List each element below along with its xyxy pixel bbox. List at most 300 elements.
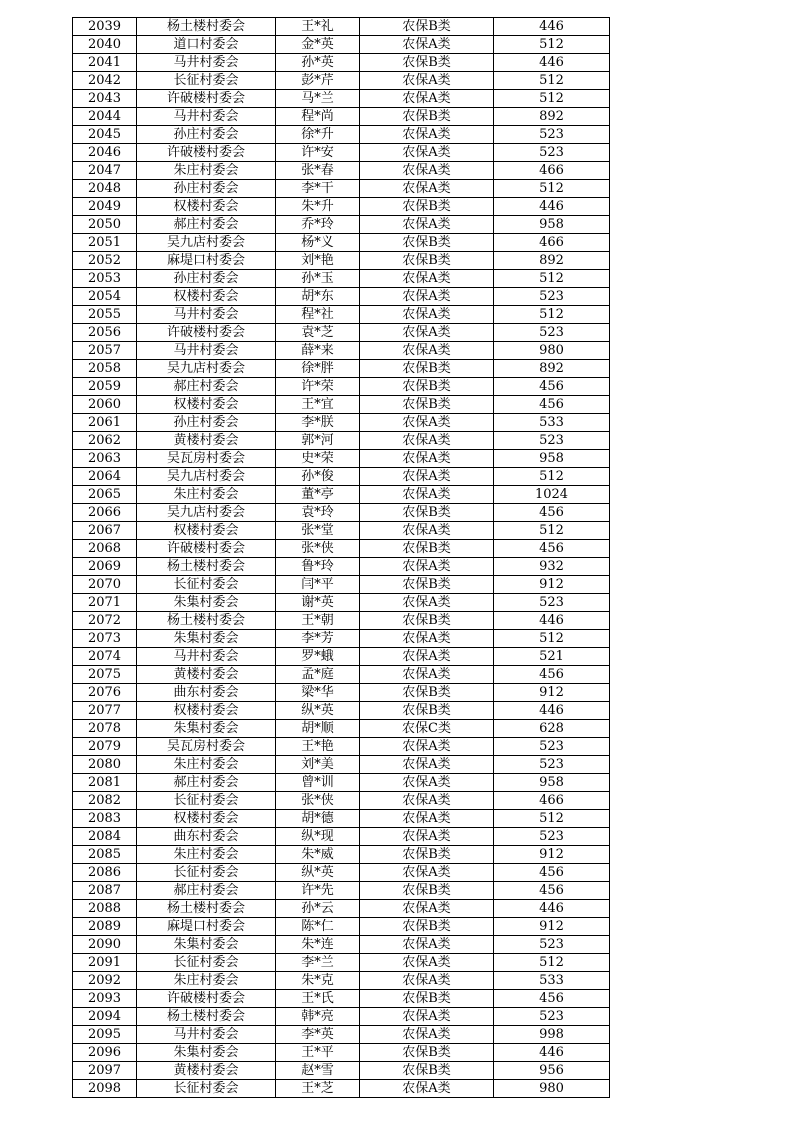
insurance-category-cell: 农保A类 <box>360 216 494 234</box>
table-row <box>73 90 610 108</box>
table-row <box>73 810 610 828</box>
village-committee-cell: 许破楼村委会 <box>137 324 276 342</box>
table-row <box>73 162 610 180</box>
amount-cell: 523 <box>494 432 610 450</box>
village-committee-cell: 朱庄村委会 <box>137 756 276 774</box>
insurance-category-cell: 农保A类 <box>360 1080 494 1098</box>
insurance-category-cell: 农保B类 <box>360 846 494 864</box>
table-row <box>73 18 610 36</box>
insurance-category-cell: 农保A类 <box>360 774 494 792</box>
insurance-category-cell: 农保B类 <box>360 504 494 522</box>
insurance-category-cell: 农保B类 <box>360 612 494 630</box>
village-committee-cell: 权楼村委会 <box>137 396 276 414</box>
table-row <box>73 846 610 864</box>
village-committee-cell: 马井村委会 <box>137 342 276 360</box>
village-committee-cell: 吴九店村委会 <box>137 468 276 486</box>
table-row <box>73 234 610 252</box>
person-name-cell: 刘*艳 <box>276 252 360 270</box>
insurance-category-cell: 农保B类 <box>360 1044 494 1062</box>
amount-cell: 912 <box>494 684 610 702</box>
village-committee-cell: 长征村委会 <box>137 72 276 90</box>
amount-cell: 456 <box>494 540 610 558</box>
table-row <box>73 468 610 486</box>
amount-cell: 958 <box>494 216 610 234</box>
person-name-cell: 程*社 <box>276 306 360 324</box>
serial-number-cell: 2083 <box>73 810 137 828</box>
person-name-cell: 程*尚 <box>276 108 360 126</box>
person-name-cell: 杨*义 <box>276 234 360 252</box>
person-name-cell: 纵*现 <box>276 828 360 846</box>
amount-cell: 512 <box>494 810 610 828</box>
amount-cell: 446 <box>494 54 610 72</box>
table-row <box>73 342 610 360</box>
village-committee-cell: 权楼村委会 <box>137 288 276 306</box>
village-committee-cell: 黄楼村委会 <box>137 666 276 684</box>
serial-number-cell: 2050 <box>73 216 137 234</box>
person-name-cell: 韩*亮 <box>276 1008 360 1026</box>
insurance-category-cell: 农保A类 <box>360 306 494 324</box>
serial-number-cell: 2043 <box>73 90 137 108</box>
serial-number-cell: 2048 <box>73 180 137 198</box>
serial-number-cell: 2056 <box>73 324 137 342</box>
table-row <box>73 630 610 648</box>
serial-number-cell: 2079 <box>73 738 137 756</box>
amount-cell: 512 <box>494 468 610 486</box>
serial-number-cell: 2054 <box>73 288 137 306</box>
table-row <box>73 108 610 126</box>
village-committee-cell: 吴九店村委会 <box>137 234 276 252</box>
village-committee-cell: 孙庄村委会 <box>137 414 276 432</box>
village-committee-cell: 曲东村委会 <box>137 684 276 702</box>
person-name-cell: 许*先 <box>276 882 360 900</box>
serial-number-cell: 2097 <box>73 1062 137 1080</box>
serial-number-cell: 2085 <box>73 846 137 864</box>
insurance-category-cell: 农保B类 <box>360 198 494 216</box>
village-committee-cell: 朱集村委会 <box>137 1044 276 1062</box>
serial-number-cell: 2077 <box>73 702 137 720</box>
table-row <box>73 504 610 522</box>
insurance-category-cell: 农保A类 <box>360 468 494 486</box>
insurance-category-cell: 农保A类 <box>360 36 494 54</box>
amount-cell: 512 <box>494 522 610 540</box>
village-committee-cell: 许破楼村委会 <box>137 144 276 162</box>
serial-number-cell: 2094 <box>73 1008 137 1026</box>
serial-number-cell: 2088 <box>73 900 137 918</box>
person-name-cell: 李*兰 <box>276 954 360 972</box>
amount-cell: 456 <box>494 504 610 522</box>
amount-cell: 523 <box>494 144 610 162</box>
insurance-category-cell: 农保B类 <box>360 990 494 1008</box>
serial-number-cell: 2081 <box>73 774 137 792</box>
amount-cell: 456 <box>494 882 610 900</box>
person-name-cell: 梁*华 <box>276 684 360 702</box>
person-name-cell: 李*英 <box>276 1026 360 1044</box>
person-name-cell: 朱*连 <box>276 936 360 954</box>
amount-cell: 446 <box>494 900 610 918</box>
serial-number-cell: 2065 <box>73 486 137 504</box>
insurance-category-cell: 农保A类 <box>360 486 494 504</box>
person-name-cell: 李*芳 <box>276 630 360 648</box>
village-committee-cell: 朱集村委会 <box>137 720 276 738</box>
village-committee-cell: 麻堤口村委会 <box>137 918 276 936</box>
person-name-cell: 孟*庭 <box>276 666 360 684</box>
person-name-cell: 徐*升 <box>276 126 360 144</box>
insurance-category-cell: 农保A类 <box>360 90 494 108</box>
person-name-cell: 彭*芹 <box>276 72 360 90</box>
person-name-cell: 许*安 <box>276 144 360 162</box>
table-row <box>73 594 610 612</box>
insurance-category-cell: 农保A类 <box>360 522 494 540</box>
insurance-category-cell: 农保B类 <box>360 702 494 720</box>
serial-number-cell: 2064 <box>73 468 137 486</box>
person-name-cell: 许*荣 <box>276 378 360 396</box>
person-name-cell: 胡*德 <box>276 810 360 828</box>
insurance-category-cell: 农保A类 <box>360 1008 494 1026</box>
table-row <box>73 288 610 306</box>
serial-number-cell: 2096 <box>73 1044 137 1062</box>
insurance-category-cell: 农保B类 <box>360 108 494 126</box>
person-name-cell: 陈*仁 <box>276 918 360 936</box>
village-committee-cell: 马井村委会 <box>137 648 276 666</box>
table-row <box>73 702 610 720</box>
village-committee-cell: 朱集村委会 <box>137 630 276 648</box>
village-committee-cell: 长征村委会 <box>137 792 276 810</box>
amount-cell: 456 <box>494 666 610 684</box>
village-committee-cell: 郝庄村委会 <box>137 882 276 900</box>
village-committee-cell: 权楼村委会 <box>137 702 276 720</box>
insurance-category-cell: 农保A类 <box>360 756 494 774</box>
amount-cell: 1024 <box>494 486 610 504</box>
table-row <box>73 180 610 198</box>
table-row <box>73 1062 610 1080</box>
insurance-category-cell: 农保B类 <box>360 396 494 414</box>
village-committee-cell: 孙庄村委会 <box>137 180 276 198</box>
insurance-category-cell: 农保A类 <box>360 414 494 432</box>
amount-cell: 958 <box>494 450 610 468</box>
serial-number-cell: 2040 <box>73 36 137 54</box>
serial-number-cell: 2098 <box>73 1080 137 1098</box>
insurance-category-cell: 农保B类 <box>360 252 494 270</box>
amount-cell: 456 <box>494 990 610 1008</box>
insurance-category-cell: 农保B类 <box>360 684 494 702</box>
insurance-category-cell: 农保A类 <box>360 900 494 918</box>
amount-cell: 446 <box>494 702 610 720</box>
amount-cell: 523 <box>494 756 610 774</box>
insurance-category-cell: 农保A类 <box>360 648 494 666</box>
village-committee-cell: 长征村委会 <box>137 864 276 882</box>
insurance-category-cell: 农保A类 <box>360 144 494 162</box>
person-name-cell: 张*堂 <box>276 522 360 540</box>
amount-cell: 998 <box>494 1026 610 1044</box>
village-committee-cell: 黄楼村委会 <box>137 1062 276 1080</box>
table-row <box>73 360 610 378</box>
table-row <box>73 648 610 666</box>
table-row <box>73 450 610 468</box>
village-committee-cell: 马井村委会 <box>137 306 276 324</box>
person-name-cell: 董*亭 <box>276 486 360 504</box>
village-committee-cell: 麻堤口村委会 <box>137 252 276 270</box>
person-name-cell: 胡*顺 <box>276 720 360 738</box>
serial-number-cell: 2052 <box>73 252 137 270</box>
insurance-category-cell: 农保A类 <box>360 828 494 846</box>
amount-cell: 932 <box>494 558 610 576</box>
person-name-cell: 郭*河 <box>276 432 360 450</box>
serial-number-cell: 2068 <box>73 540 137 558</box>
person-name-cell: 王*朝 <box>276 612 360 630</box>
table-row <box>73 972 610 990</box>
amount-cell: 512 <box>494 72 610 90</box>
table-body <box>73 18 610 1098</box>
amount-cell: 456 <box>494 378 610 396</box>
person-name-cell: 李*干 <box>276 180 360 198</box>
insurance-category-cell: 农保A类 <box>360 126 494 144</box>
amount-cell: 892 <box>494 252 610 270</box>
insurance-category-cell: 农保A类 <box>360 864 494 882</box>
person-name-cell: 孙*云 <box>276 900 360 918</box>
table-row <box>73 252 610 270</box>
village-committee-cell: 许破楼村委会 <box>137 540 276 558</box>
amount-cell: 912 <box>494 918 610 936</box>
table-row <box>73 666 610 684</box>
serial-number-cell: 2091 <box>73 954 137 972</box>
table-row <box>73 216 610 234</box>
village-committee-cell: 黄楼村委会 <box>137 432 276 450</box>
amount-cell: 533 <box>494 414 610 432</box>
village-committee-cell: 马井村委会 <box>137 108 276 126</box>
table-row <box>73 900 610 918</box>
insurance-category-cell: 农保B类 <box>360 1062 494 1080</box>
amount-cell: 912 <box>494 846 610 864</box>
serial-number-cell: 2093 <box>73 990 137 1008</box>
serial-number-cell: 2066 <box>73 504 137 522</box>
amount-cell: 466 <box>494 162 610 180</box>
insurance-category-cell: 农保A类 <box>360 342 494 360</box>
insurance-category-cell: 农保A类 <box>360 324 494 342</box>
serial-number-cell: 2045 <box>73 126 137 144</box>
serial-number-cell: 2082 <box>73 792 137 810</box>
serial-number-cell: 2090 <box>73 936 137 954</box>
amount-cell: 446 <box>494 1044 610 1062</box>
person-name-cell: 孙*俊 <box>276 468 360 486</box>
amount-cell: 912 <box>494 576 610 594</box>
person-name-cell: 孙*玉 <box>276 270 360 288</box>
table-row <box>73 918 610 936</box>
amount-cell: 512 <box>494 630 610 648</box>
amount-cell: 512 <box>494 306 610 324</box>
serial-number-cell: 2055 <box>73 306 137 324</box>
serial-number-cell: 2041 <box>73 54 137 72</box>
amount-cell: 523 <box>494 828 610 846</box>
village-committee-cell: 马井村委会 <box>137 54 276 72</box>
insurance-category-cell: 农保A类 <box>360 180 494 198</box>
person-name-cell: 王*氏 <box>276 990 360 1008</box>
amount-cell: 456 <box>494 864 610 882</box>
person-name-cell: 史*荣 <box>276 450 360 468</box>
table-row <box>73 1026 610 1044</box>
table-row <box>73 72 610 90</box>
insurance-category-cell: 农保A类 <box>360 972 494 990</box>
table-row <box>73 126 610 144</box>
village-committee-cell: 朱庄村委会 <box>137 162 276 180</box>
person-name-cell: 张*侠 <box>276 540 360 558</box>
village-committee-cell: 吴瓦房村委会 <box>137 450 276 468</box>
village-committee-cell: 权楼村委会 <box>137 198 276 216</box>
amount-cell: 956 <box>494 1062 610 1080</box>
serial-number-cell: 2053 <box>73 270 137 288</box>
table-row <box>73 522 610 540</box>
village-committee-cell: 长征村委会 <box>137 954 276 972</box>
person-name-cell: 王*芝 <box>276 1080 360 1098</box>
serial-number-cell: 2039 <box>73 18 137 36</box>
amount-cell: 980 <box>494 342 610 360</box>
table-row <box>73 306 610 324</box>
amount-cell: 466 <box>494 792 610 810</box>
amount-cell: 446 <box>494 612 610 630</box>
serial-number-cell: 2084 <box>73 828 137 846</box>
table-row <box>73 558 610 576</box>
serial-number-cell: 2072 <box>73 612 137 630</box>
serial-number-cell: 2049 <box>73 198 137 216</box>
amount-cell: 892 <box>494 108 610 126</box>
village-committee-cell: 杨土楼村委会 <box>137 900 276 918</box>
village-committee-cell: 朱庄村委会 <box>137 972 276 990</box>
person-name-cell: 王*平 <box>276 1044 360 1062</box>
insurance-category-cell: 农保B类 <box>360 882 494 900</box>
table-row <box>73 756 610 774</box>
insurance-category-cell: 农保C类 <box>360 720 494 738</box>
insurance-category-cell: 农保B类 <box>360 234 494 252</box>
insurance-category-cell: 农保A类 <box>360 432 494 450</box>
insurance-category-cell: 农保B类 <box>360 918 494 936</box>
serial-number-cell: 2044 <box>73 108 137 126</box>
person-name-cell: 闫*平 <box>276 576 360 594</box>
table-row <box>73 864 610 882</box>
village-committee-cell: 杨土楼村委会 <box>137 18 276 36</box>
person-name-cell: 曾*训 <box>276 774 360 792</box>
person-name-cell: 孙*英 <box>276 54 360 72</box>
village-committee-cell: 朱集村委会 <box>137 936 276 954</box>
village-committee-cell: 朱庄村委会 <box>137 846 276 864</box>
table-row <box>73 378 610 396</box>
person-name-cell: 马*兰 <box>276 90 360 108</box>
table-row <box>73 414 610 432</box>
insurance-category-cell: 农保B类 <box>360 540 494 558</box>
person-name-cell: 刘*美 <box>276 756 360 774</box>
village-committee-cell: 权楼村委会 <box>137 810 276 828</box>
insurance-category-cell: 农保A类 <box>360 1026 494 1044</box>
table-row <box>73 1080 610 1098</box>
table-row <box>73 324 610 342</box>
table-row <box>73 612 610 630</box>
serial-number-cell: 2073 <box>73 630 137 648</box>
village-committee-cell: 许破楼村委会 <box>137 990 276 1008</box>
village-committee-cell: 孙庄村委会 <box>137 270 276 288</box>
insurance-category-cell: 农保A类 <box>360 792 494 810</box>
amount-cell: 466 <box>494 234 610 252</box>
amount-cell: 512 <box>494 954 610 972</box>
village-committee-cell: 郝庄村委会 <box>137 216 276 234</box>
serial-number-cell: 2069 <box>73 558 137 576</box>
person-name-cell: 胡*东 <box>276 288 360 306</box>
table-row <box>73 720 610 738</box>
village-committee-cell: 朱庄村委会 <box>137 486 276 504</box>
serial-number-cell: 2087 <box>73 882 137 900</box>
person-name-cell: 袁*芝 <box>276 324 360 342</box>
person-name-cell: 赵*雪 <box>276 1062 360 1080</box>
village-committee-cell: 朱集村委会 <box>137 594 276 612</box>
table-row <box>73 954 610 972</box>
insurance-category-cell: 农保B类 <box>360 378 494 396</box>
amount-cell: 523 <box>494 1008 610 1026</box>
table-row <box>73 774 610 792</box>
amount-cell: 523 <box>494 594 610 612</box>
table-row <box>73 1044 610 1062</box>
person-name-cell: 张*春 <box>276 162 360 180</box>
person-name-cell: 罗*蛾 <box>276 648 360 666</box>
table-row <box>73 144 610 162</box>
amount-cell: 958 <box>494 774 610 792</box>
person-name-cell: 张*侠 <box>276 792 360 810</box>
person-name-cell: 纵*英 <box>276 864 360 882</box>
serial-number-cell: 2067 <box>73 522 137 540</box>
village-committee-cell: 杨土楼村委会 <box>137 612 276 630</box>
insurance-category-cell: 农保B类 <box>360 18 494 36</box>
serial-number-cell: 2070 <box>73 576 137 594</box>
amount-cell: 523 <box>494 324 610 342</box>
insurance-category-cell: 农保A类 <box>360 270 494 288</box>
table-row <box>73 792 610 810</box>
table-row <box>73 396 610 414</box>
amount-cell: 456 <box>494 396 610 414</box>
table-row <box>73 828 610 846</box>
serial-number-cell: 2060 <box>73 396 137 414</box>
insurance-category-cell: 农保B类 <box>360 360 494 378</box>
serial-number-cell: 2092 <box>73 972 137 990</box>
amount-cell: 523 <box>494 288 610 306</box>
amount-cell: 980 <box>494 1080 610 1098</box>
amount-cell: 512 <box>494 90 610 108</box>
insurance-category-cell: 农保A类 <box>360 810 494 828</box>
serial-number-cell: 2095 <box>73 1026 137 1044</box>
serial-number-cell: 2076 <box>73 684 137 702</box>
serial-number-cell: 2086 <box>73 864 137 882</box>
serial-number-cell: 2078 <box>73 720 137 738</box>
amount-cell: 523 <box>494 936 610 954</box>
person-name-cell: 乔*玲 <box>276 216 360 234</box>
amount-cell: 523 <box>494 738 610 756</box>
person-name-cell: 徐*胖 <box>276 360 360 378</box>
serial-number-cell: 2057 <box>73 342 137 360</box>
person-name-cell: 朱*升 <box>276 198 360 216</box>
table-row <box>73 882 610 900</box>
subsidy-table <box>72 17 610 1098</box>
serial-number-cell: 2046 <box>73 144 137 162</box>
insurance-category-cell: 农保A类 <box>360 162 494 180</box>
serial-number-cell: 2051 <box>73 234 137 252</box>
village-committee-cell: 马井村委会 <box>137 1026 276 1044</box>
person-name-cell: 纵*英 <box>276 702 360 720</box>
serial-number-cell: 2042 <box>73 72 137 90</box>
person-name-cell: 朱*克 <box>276 972 360 990</box>
village-committee-cell: 道口村委会 <box>137 36 276 54</box>
amount-cell: 446 <box>494 198 610 216</box>
amount-cell: 628 <box>494 720 610 738</box>
serial-number-cell: 2075 <box>73 666 137 684</box>
village-committee-cell: 孙庄村委会 <box>137 126 276 144</box>
serial-number-cell: 2047 <box>73 162 137 180</box>
village-committee-cell: 吴九店村委会 <box>137 360 276 378</box>
person-name-cell: 王*礼 <box>276 18 360 36</box>
